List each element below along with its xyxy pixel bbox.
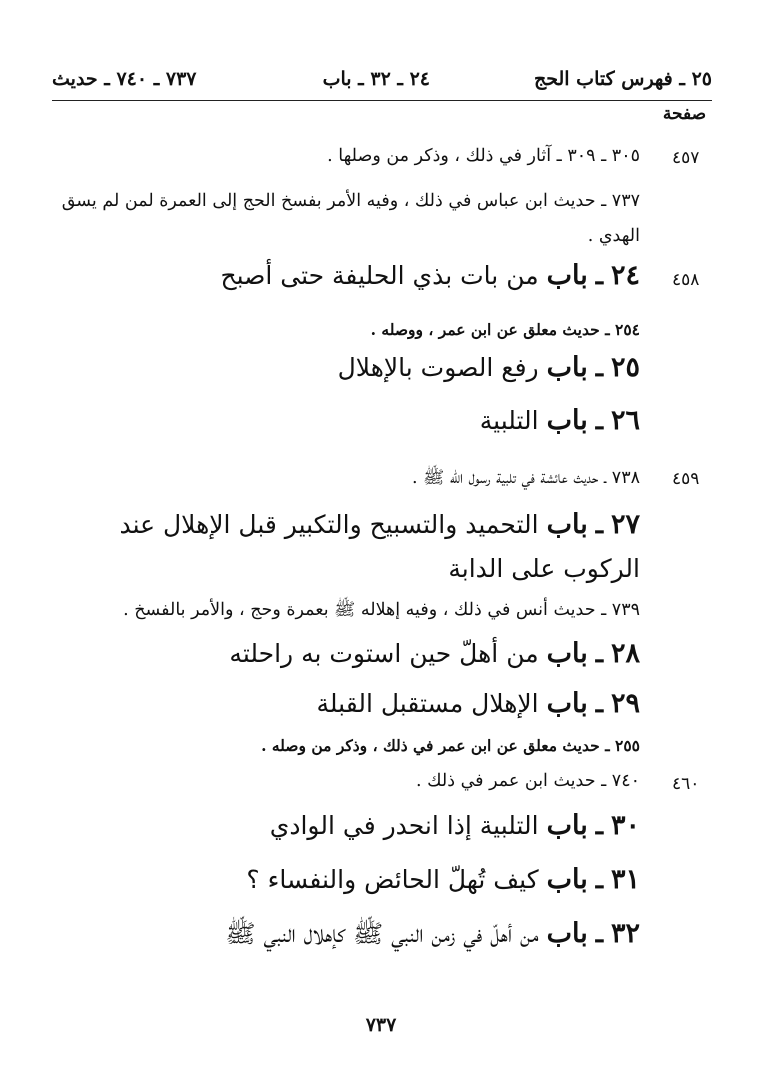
bab-number: ٣٠	[610, 810, 640, 841]
bab-heading-32: ٣٢ ـ باب من أهلّ في زمن النبي ﷺ كإهلال النبي ﷺ	[225, 918, 640, 949]
bab-title: رفع الصوت بالإهلال	[337, 353, 539, 382]
running-header	[52, 68, 712, 96]
bab-heading-29: ٢٩ ـ باب الإهلال مستقبل القبلة	[316, 688, 640, 719]
bab-number: ٢٨	[610, 638, 640, 669]
bab-heading-25: ٢٥ ـ باب رفع الصوت بالإهلال	[337, 352, 640, 383]
page-column-label: صفحة	[662, 104, 706, 124]
bab-heading-24: ٢٤ ـ باب من بات بذي الحليفة حتى أصبح	[220, 260, 640, 291]
muallaq-entry-254: ٢٥٤ ـ حديث معلق عن ابن عمر ، ووصله .	[370, 320, 640, 339]
bab-number: ٢٩	[610, 688, 640, 719]
bab-keyword: باب	[546, 918, 588, 949]
bab-number: ٢٤	[610, 260, 640, 291]
bab-heading-31: ٣١ ـ باب كيف تُهلّ الحائض والنفساء ؟	[246, 864, 640, 895]
bab-number: ٢٧	[610, 509, 640, 540]
bab-title: من أهلّ حين استوت به راحلته	[229, 639, 539, 668]
hadith-entry-739: ٧٣٩ ـ حديث أنس في ذلك ، وفيه إهلاله ﷺ بعمرة وحج ، والأمر بالفسخ .	[123, 600, 640, 620]
bab-title: من أهلّ في زمن النبي ﷺ كإهلال النبي ﷺ	[225, 919, 539, 948]
page-ref-459: ٤٥٩	[672, 469, 700, 489]
bab-title: الإهلال مستقبل القبلة	[316, 689, 539, 718]
bab-keyword: باب	[546, 352, 588, 383]
header-chapter-range: ٢٤ ـ ٣٢ ـ باب	[322, 68, 430, 90]
muallaq-entry-255: ٢٥٥ ـ حديث معلق عن ابن عمر في ذلك ، وذكر من وصله .	[261, 736, 640, 755]
bab-keyword: باب	[546, 405, 588, 436]
page-ref-460: ٤٦٠	[672, 774, 700, 794]
bab-number: ٢٥	[610, 352, 640, 383]
bab-heading-28: ٢٨ ـ باب من أهلّ حين استوت به راحلته	[229, 638, 640, 669]
athar-entry: ٣٠٥ ـ ٣٠٩ ـ آثار في ذلك ، وذكر من وصلها .	[327, 146, 640, 166]
bab-heading-26: ٢٦ ـ باب التلبية	[479, 405, 640, 436]
bab-number: ٣١	[610, 864, 640, 895]
bab-heading-30: ٣٠ ـ باب التلبية إذا انحدر في الوادي	[269, 810, 640, 841]
bab-keyword: باب	[546, 810, 588, 841]
page-number: ٧٣٧	[365, 1014, 397, 1036]
bab-number: ٢٦	[610, 405, 640, 436]
bab-keyword: باب	[546, 260, 588, 291]
hadith-entry-737: ٧٣٧ ـ حديث ابن عباس في ذلك ، وفيه الأمر بفسخ الحج إلى العمرة لمن لم يسق الهدي .	[61, 191, 640, 246]
bab-title: التلبية إذا انحدر في الوادي	[269, 811, 539, 840]
bab-keyword: باب	[546, 864, 588, 895]
hadith-entry-738: ٧٣٨ ـ حديث عائشة في تلبية رسول الله ﷺ .	[411, 468, 640, 488]
bab-number: ٣٢	[610, 918, 640, 949]
bab-heading-27: ٢٧ ـ باب التحميد والتسبيح والتكبير قبل الإهلال عند الركوب على الدابة	[119, 509, 640, 583]
header-rule	[52, 100, 712, 101]
bab-title: التلبية	[479, 406, 539, 435]
bab-title: من بات بذي الحليفة حتى أصبح	[220, 261, 539, 290]
bab-title: كيف تُهلّ الحائض والنفساء ؟	[246, 865, 539, 894]
page-ref-457: ٤٥٧	[672, 148, 700, 168]
bab-title: التحميد والتسبيح والتكبير قبل الإهلال عند الركوب على الدابة	[119, 510, 640, 583]
header-hadith-range: ٧٣٧ ـ ٧٤٠ ـ حديث	[52, 68, 197, 90]
header-book-title: ٢٥ ـ فهرس كتاب الحج	[533, 68, 712, 90]
hadith-entry-740: ٧٤٠ ـ حديث ابن عمر في ذلك .	[416, 771, 640, 791]
bab-keyword: باب	[546, 688, 588, 719]
bab-keyword: باب	[546, 509, 588, 540]
bab-keyword: باب	[546, 638, 588, 669]
page-ref-458: ٤٥٨	[672, 270, 700, 290]
